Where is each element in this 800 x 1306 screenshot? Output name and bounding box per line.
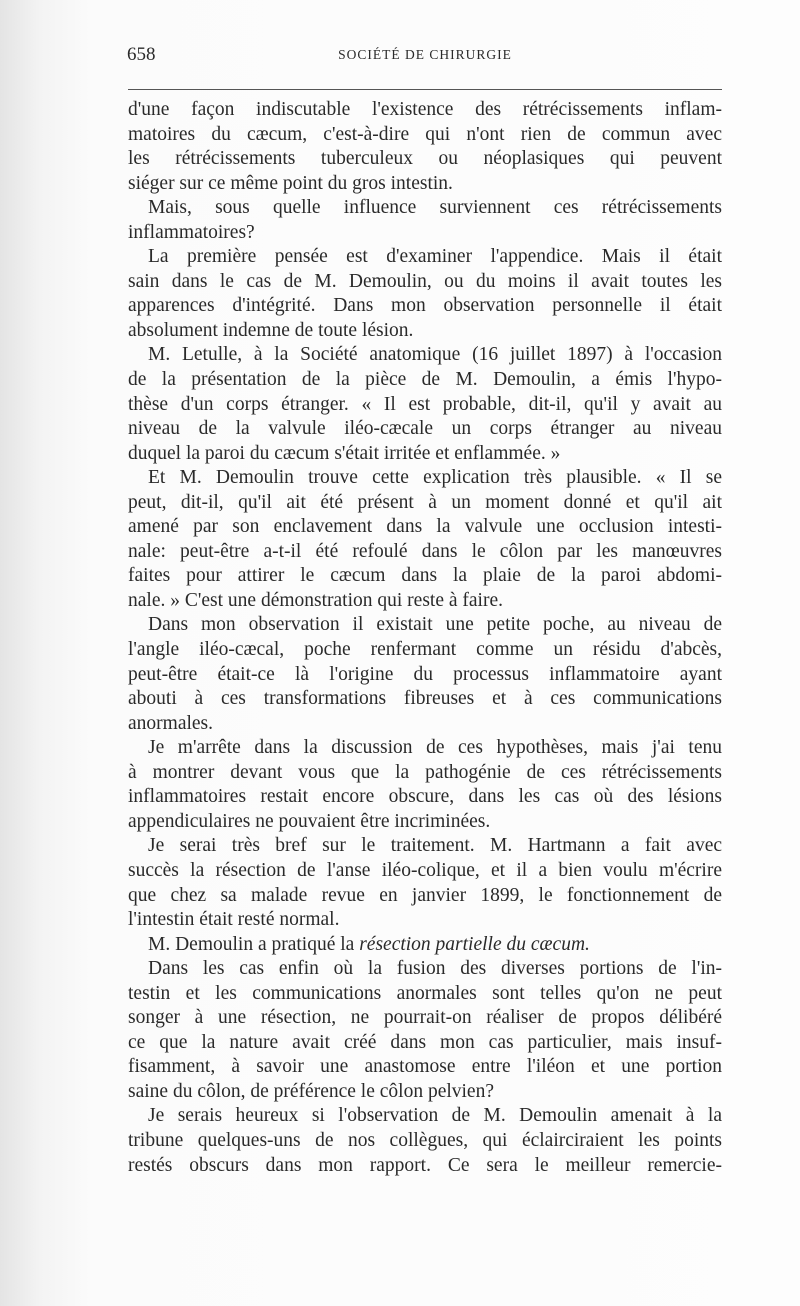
text-line: amené par son enclavement dans la valvule une occlusion intesti-	[128, 516, 722, 538]
text-line: duquel la paroi du cæcum s'était irritée et enflammée. »	[128, 442, 561, 464]
text-line: songer à une résection, ne pourrait-on réaliser de propos délibéré	[128, 1007, 722, 1029]
text-line: Dans les cas enfin où la fusion des diverses portions de l'in-	[148, 958, 722, 980]
text-line: Et M. Demoulin trouve cette explication très plausible. « Il se	[148, 467, 722, 489]
text-line: La première pensée est d'examiner l'appendice. Mais il était	[148, 246, 722, 268]
text-line: l'angle iléo-cæcal, poche renfermant comme un résidu d'abcès,	[128, 639, 722, 661]
text-line: restés obscurs dans mon rapport. Ce sera le meilleur remercie-	[128, 1154, 722, 1176]
text-line: à montrer devant vous que la pathogénie de ces rétrécissements	[128, 761, 722, 783]
text-line: succès la résection de l'anse iléo-colique, et il a bien voulu m'écrire	[128, 859, 722, 881]
text-line: Je serai très bref sur le traitement. M. Hartmann a fait avec	[148, 835, 722, 857]
text-line: abouti à ces transformations fibreuses et à ces communications	[128, 688, 722, 710]
text-line: peut-être était-ce là l'origine du processus inflammatoire ayant	[128, 663, 722, 685]
text-line: inflammatoires restait encore obscure, dans les cas où des lésions	[128, 786, 722, 808]
text-line: appendiculaires ne pouvaient être incriminées.	[128, 810, 491, 832]
running-title: SOCIÉTÉ DE CHIRURGIE	[338, 47, 512, 62]
paragraph	[128, 834, 722, 932]
text-line: niveau de la valvule iléo-cæcale un corps étranger au niveau	[128, 418, 722, 440]
text-line	[128, 933, 722, 958]
text-line: tribune quelques-uns de nos collègues, qui éclairciraient les points	[128, 1129, 722, 1151]
text-line: Je serais heureux si l'observation de M. Demoulin amenait à la	[148, 1105, 722, 1127]
paragraph	[128, 466, 722, 613]
paragraph	[128, 343, 722, 466]
text-line: testin et les communications anormales sont telles qu'on ne peut	[128, 982, 722, 1004]
text-line: peut, dit-il, qu'il ait été présent à un moment donné et qu'il ait	[128, 491, 722, 513]
text-line: absolument indemne de toute lésion.	[128, 319, 414, 341]
body-text	[128, 98, 722, 1178]
text-line: Je m'arrête dans la discussion de ces hypothèses, mais j'ai tenu	[148, 737, 722, 759]
text-line: fisamment, à savoir une anastomose entre l'iléon et une portion	[128, 1056, 722, 1078]
paragraph	[128, 736, 722, 834]
text-line: que chez sa malade revue en janvier 1899, le fonctionnement de	[128, 884, 722, 906]
paragraph	[128, 1104, 722, 1178]
text-line: ce que la nature avait créé dans mon cas particulier, mais insuf-	[128, 1031, 722, 1053]
text-line: sain dans le cas de M. Demoulin, ou du moins il avait toutes les	[128, 270, 722, 292]
page-number: 658	[127, 44, 156, 65]
text-line: les rétrécissements tuberculeux ou néoplasiques qui peuvent	[128, 148, 722, 170]
text-line: matoires du cæcum, c'est-à-dire qui n'ont rien de commun avec	[128, 123, 722, 145]
paragraph	[128, 98, 722, 196]
text-line: d'une façon indiscutable l'existence des rétrécissements inflam-	[128, 99, 722, 120]
text-line: apparences d'intégrité. Dans mon observation personnelle il était	[128, 295, 722, 317]
text-line: faites pour attirer le cæcum dans la plaie de la paroi abdomi-	[128, 565, 722, 587]
italic-text: résection partielle du cæcum.	[359, 933, 590, 955]
text-line: de la présentation de la pièce de M. Demoulin, a émis l'hypo-	[128, 369, 722, 391]
header-rule	[128, 89, 722, 90]
text-line: nale. » C'est une démonstration qui reste à faire.	[128, 589, 503, 611]
text-line: inflammatoires?	[128, 221, 255, 243]
text-segment: M. Demoulin a pratiqué la	[148, 933, 360, 955]
text-line: M. Letulle, à la Société anatomique (16 juillet 1897) à l'occasion	[148, 344, 722, 366]
paragraph	[128, 957, 722, 1104]
paragraph	[128, 196, 722, 245]
text-line: l'intestin était resté normal.	[128, 909, 340, 931]
paragraph	[128, 933, 722, 958]
paragraph	[128, 245, 722, 343]
text-line: saine du côlon, de préférence le côlon pelvien?	[128, 1080, 494, 1102]
text-line: thèse d'un corps étranger. « Il est probable, dit-il, qu'il y avait au	[128, 393, 722, 415]
text-line: Dans mon observation il existait une petite poche, au niveau de	[148, 614, 722, 636]
text-line: siéger sur ce même point du gros intestin.	[128, 172, 453, 194]
paragraph	[128, 613, 722, 736]
text-line: Mais, sous quelle influence surviennent ces rétrécissements	[148, 197, 722, 219]
text-line: nale: peut-être a-t-il été refoulé dans le côlon par les manœuvres	[128, 540, 722, 562]
text-line: anormales.	[128, 712, 214, 734]
